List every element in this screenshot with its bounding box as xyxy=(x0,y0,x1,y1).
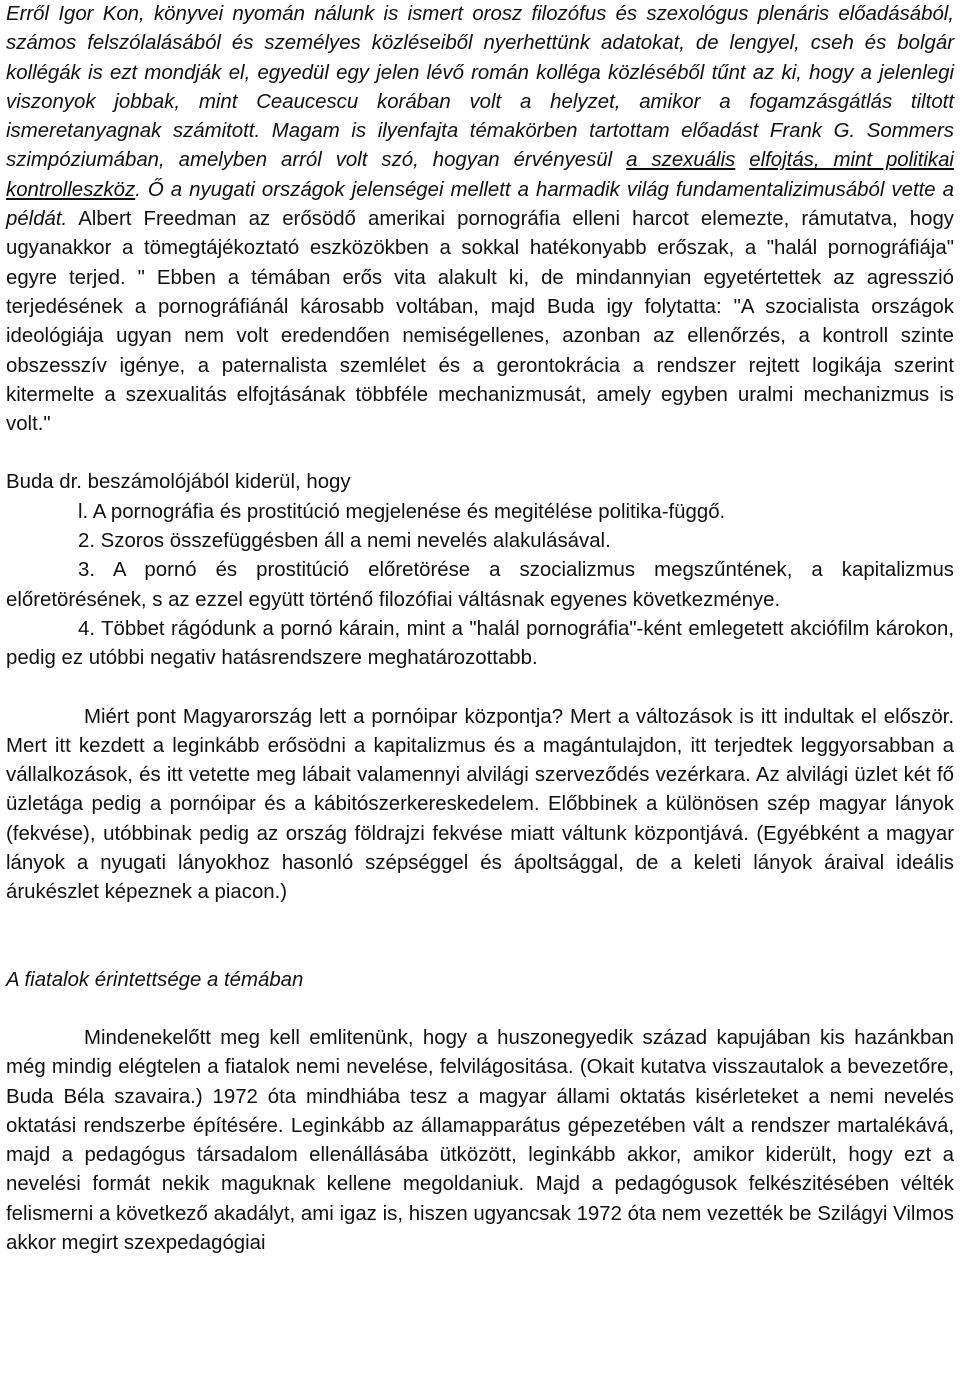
list-item: l. A pornográfia és prostitúció megjelenése és megitélése politika-függő. xyxy=(78,500,726,523)
spacer xyxy=(6,995,954,1024)
list-item: 4. Többet rágódunk a pornó kárain, mint a "halál pornográfia"-ként emlegetett akciófilm károkon, pedig ez utóbbi negativ hatásrendszere meghatározottabb. xyxy=(6,617,954,670)
spacer xyxy=(6,674,954,703)
paragraph-youth: Mindenekelőtt meg kell emlitenünk, hogy a huszonegyedik század kapujában kis hazánkban még mindig elégtelen a fiatalok nemi nevelése, felvilágositása. (Okait kutatva visszautalok a bevezetőre, Buda Béla szavaira.) 1972 óta mindhiába tesz a magyar állami oktatás kisérleteket a nemi nevelés oktatási rendszerbe építésére. Leginkább az államapparátus gépezetében vált a rendszer martalékává, majd a pedagógus társadalom ellenállásába ütközött, leginkább akkor, amikor kiderült, hogy ezt a nevelési formát nekik maguknak kellene megoldaniuk. Majd a pedagógusok felkészitésében vélték felismerni a következő akadályt, ami igaz is, hiszen ugyancsak 1972 óta nem vezették be Szilágyi Vilmos akkor megirt szexpedagógiai xyxy=(6,1026,954,1254)
spacer xyxy=(6,439,954,468)
paragraph-conference xyxy=(6,0,954,439)
list-item: 2. Szoros összefüggésben áll a nemi nevelés alakulásával. xyxy=(78,530,611,553)
paragraph-hungary: Miért pont Magyarország lett a pornóipar központja? Mert a változások is itt indultak el először. Mert itt kezdett a leginkább erősödni a kapitalizmus és a magántulajdon, itt terjedtek leggyorsabban a vállalkozások, és itt vetette meg lábait valamennyi alvilági szerveződés vezérkara. Az alvilági üzlet két fő üzletága pedig a pornóipar és a kábitószerkereskedelem. Előbbinek a különösen szép magyar lányok (fekvése), utóbbinak pedig az ország földrajzi fekvése miatt váltunk központjává. (Egyébként a magyar lányok a nyugati lányokhoz hasonló szépséggel és ápoltsággal, de a keleti lányok áraival ideális árukészlet képeznek a piacon.) xyxy=(6,705,954,904)
spacer xyxy=(6,908,954,966)
paragraph-intro-list: Buda dr. beszámolójából kiderül, hogy xyxy=(6,471,351,494)
regular-passage: Albert Freedman az erősödő amerikai pornográfia elleni harcot elemezte, rámutatva, hogy ugyanakkor a tömegtájékoztató eszközökben a sokkal hatékonyabb erőszak, a "halál pornográfiája" egyre terjed. " Ebben a témában erős vita alakult ki, de mindannyian egyetértettek az agresszió terjedésének a pornográfiánál károsabb voltában, majd Buda igy folytatta: "A szocialista országok ideológiája ugyan nem volt eredendően nemiségellenes, azonban az ellenőrzés, a kontroll szinte obszesszív igénye, a paternalista szemlélet és a gerontokrácia a rendszer rejtett logikája szerint kitermelte a szexualitás elfojtásának többféle mechanizmusát, amely egyben uralmi mechanizmus is volt." xyxy=(6,208,954,436)
underlined-phrase: a szexuális xyxy=(626,149,736,172)
italic-passage: Erről Igor Kon, könyvei nyomán nálunk is ismert orosz filozófus és szexológus plenáris előadásából, számos felszólalásából és személyes közléseiből nyerhettünk adatokat, de lengyel, cseh és bolgár kollégák is ezt mondják el, egyedül egy jelen lévő román kolléga közléséből tűnt az ki, hogy a jelenlegi viszonyok jobbak, mint Ceaucescu korában volt a helyzet, amikor a fogamzásgátlás tiltott ismeretanyagnak számitott. Magam is ilyenfajta témakörben tartottam előadást Frank G. Sommers szimpóziumában, amelyben arról volt szó, hogyan érvényesül a szexuális elfojtás, mint politikai kontrolleszköz. Ő a nyugati országok jelenségei mellett a harmadik világ fundamentalizimusából vette a példát. xyxy=(6,3,954,231)
section-heading: A fiatalok érintettsége a témában xyxy=(6,968,304,991)
list-item: 3. A pornó és prostitúció előretörése a szocializmus megszűntének, a kapitalizmus előretörésének, s az ezzel együtt történő filozófiai váltásnak egyenes következménye. xyxy=(6,559,954,611)
underlined-phrase: elfojtás, mint politikai kontrolleszköz xyxy=(6,149,954,201)
